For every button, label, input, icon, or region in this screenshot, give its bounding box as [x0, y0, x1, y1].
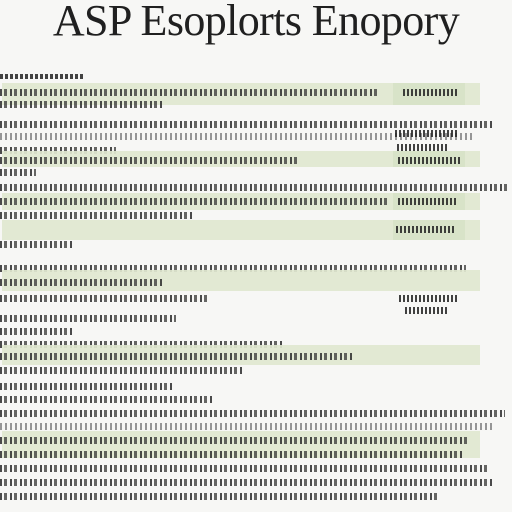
side-text [398, 154, 460, 167]
document-title: ASP Esoplorts Enopory [52, 0, 460, 45]
text-line [0, 350, 352, 363]
text-line [0, 98, 164, 111]
side-text [396, 223, 454, 236]
side-text [395, 127, 457, 140]
text-line [0, 462, 488, 475]
text-line [0, 154, 300, 167]
side-text [405, 304, 447, 317]
text-line [0, 195, 387, 208]
text-line [0, 276, 164, 289]
side-text [397, 141, 449, 154]
text-line [0, 238, 74, 251]
text-line [0, 490, 438, 503]
text-line [0, 364, 244, 377]
side-text [403, 86, 458, 99]
text-line [0, 476, 492, 489]
text-line [0, 407, 505, 420]
text-line [0, 292, 208, 305]
text-line [0, 393, 212, 406]
text-line [0, 166, 36, 179]
section-heading-placeholder [0, 71, 84, 82]
text-line [0, 312, 176, 325]
side-text [398, 195, 456, 208]
text-line [0, 325, 72, 338]
text-line [0, 434, 468, 447]
text-line [0, 380, 172, 393]
text-line [0, 448, 462, 461]
